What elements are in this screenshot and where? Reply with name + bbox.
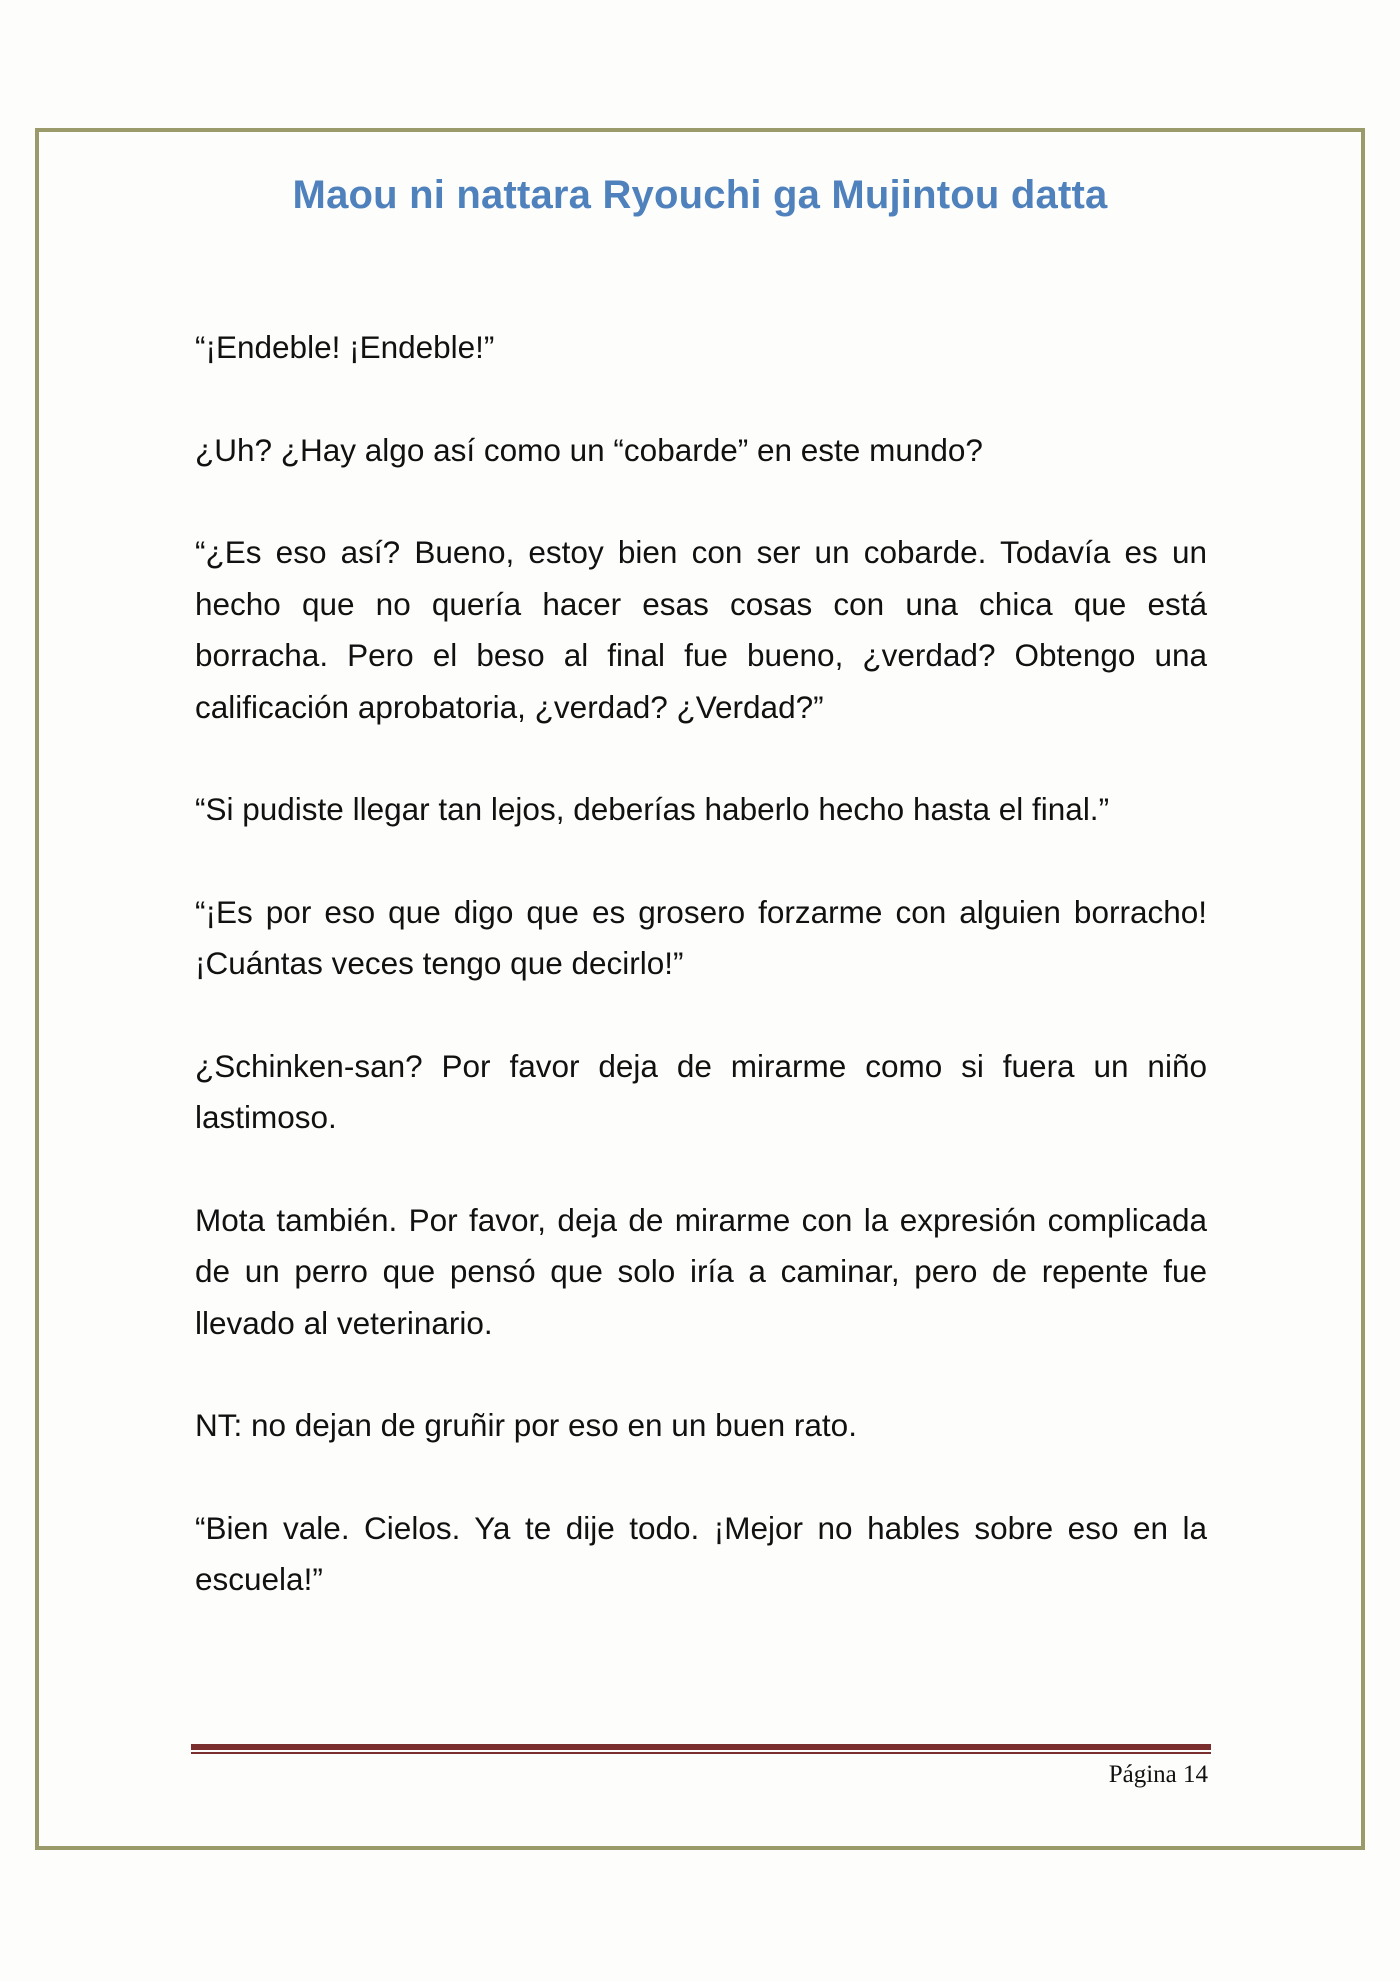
paragraph: “Bien vale. Cielos. Ya te dije todo. ¡Mejor no hables sobre eso en la escuela!” (195, 1509, 1207, 1597)
paragraph: Mota también. Por favor, deja de mirarme con la expresión complicada de un perro que pensó que solo iría a caminar, pero de repente fue llevado al veterinario. (195, 1201, 1207, 1341)
paragraph: ¿Uh? ¿Hay algo así como un “cobarde” en este mundo? (195, 431, 983, 468)
paragraph: “Si pudiste llegar tan lejos, deberías haberlo hecho hasta el final.” (195, 791, 1110, 827)
paragraph: “¡Es por eso que digo que es grosero forzarme con alguien borracho! ¡Cuántas veces tengo que decirlo!” (195, 893, 1207, 981)
paragraph: ¿Schinken-san? Por favor deja de mirarme como si fuera un niño lastimoso. (195, 1047, 1207, 1135)
footer-divider (191, 1744, 1211, 1754)
paragraph: “¡Endeble! ¡Endeble!” (195, 329, 495, 365)
paragraph: “¿Es eso así? Bueno, estoy bien con ser un cobarde. Todavía es un hecho que no quería hacer esas cosas con una chica que está borracha. Pero el beso al final fue bueno, ¿verdad? Obtengo una calificación aprobatoria, ¿verdad? ¿Verdad?” (195, 534, 1207, 725)
page-number: Página 14 (1108, 1761, 1208, 1788)
page-title: Maou ni nattara Ryouchi ga Mujintou datta (292, 173, 1108, 217)
document-body (195, 322, 1207, 1606)
translator-note: NT: no dejan de gruñir por eso en un buen rato. (195, 1407, 857, 1443)
